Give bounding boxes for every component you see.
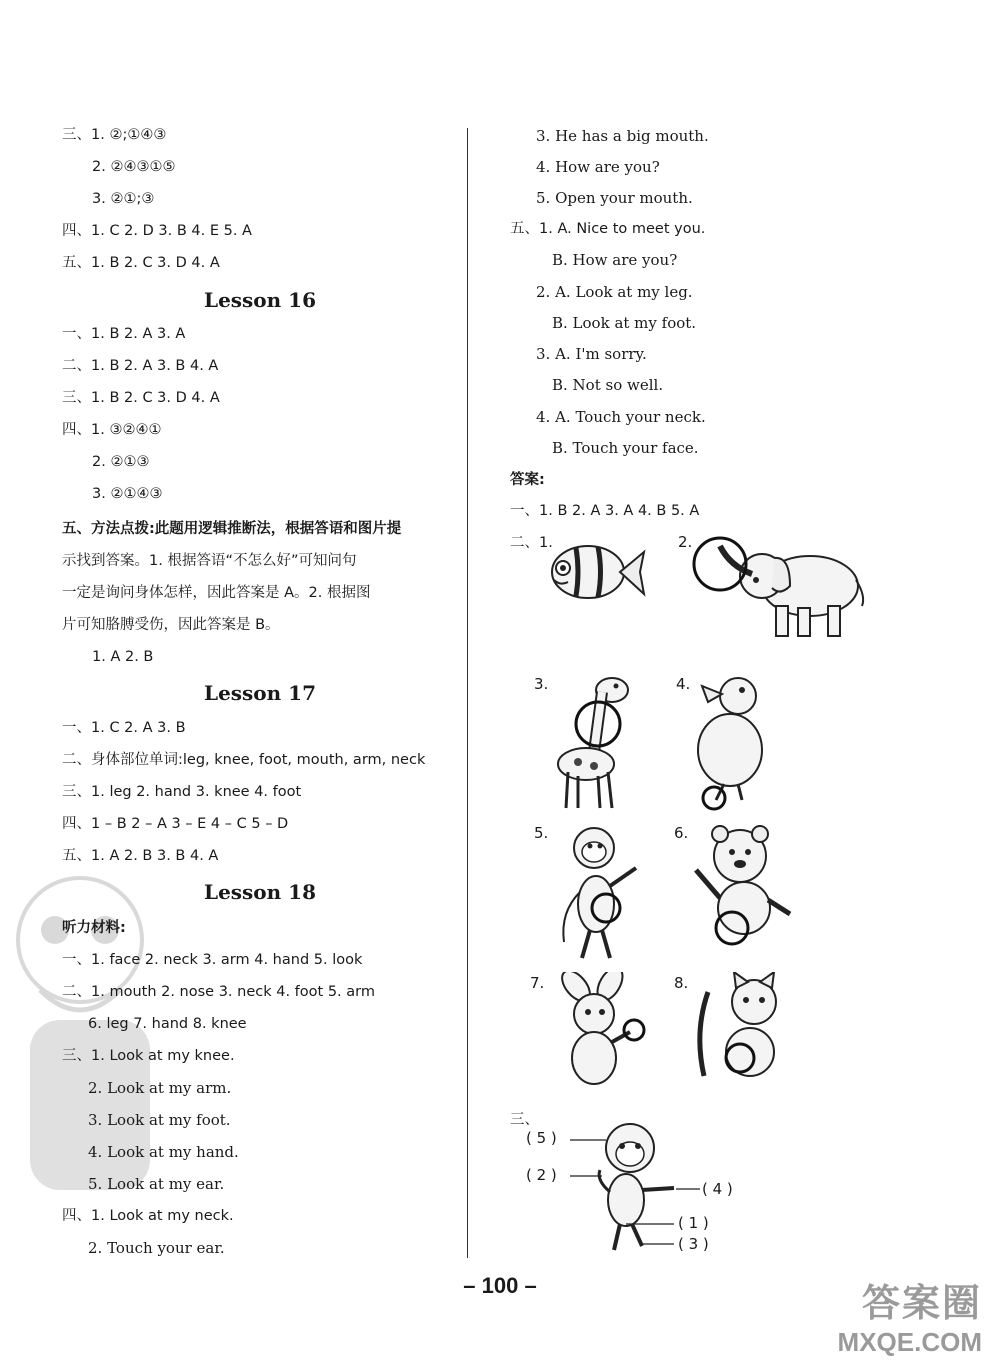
method-tip-line: 片可知胳膊受伤，因此答案是 B。 (62, 617, 280, 633)
answer-line: 3. ②①;③ (92, 191, 155, 207)
answer-line: 4. Look at my hand. (88, 1143, 239, 1161)
lesson-16-title: Lesson 16 (204, 288, 316, 312)
answer-line: 一、1. C 2. A 3. B (62, 720, 186, 736)
answer-line: B. Touch your face. (552, 439, 699, 457)
answer-line: B. Not so well. (552, 376, 664, 394)
answer-line: 2. A. Look at my leg. (536, 283, 693, 301)
labelled-monkey-illustration (570, 1120, 700, 1254)
answers-label: 答案: (510, 472, 545, 488)
answer-line: 2. Touch your ear. (88, 1239, 225, 1257)
answer-line: 2. ②①③ (92, 454, 150, 470)
answer-line: 4. A. Touch your neck. (536, 408, 706, 426)
answer-line: 6. leg 7. hand 8. knee (88, 1016, 247, 1032)
cat-illustration (690, 972, 790, 1080)
figure-number: 7. (530, 974, 545, 992)
answer-line: 三、1. ②;①④③ (62, 127, 167, 143)
answer-line: 五、1. A. Nice to meet you. (510, 221, 706, 237)
watermark-logo-text: 答案圈 (861, 1281, 982, 1325)
watermark-url: MXQE.COM (837, 1327, 982, 1357)
answer-line: 一、1. B 2. A 3. A (62, 326, 186, 342)
answer-line: B. Look at my foot. (552, 314, 697, 332)
answer-line: 二、1. mouth 2. nose 3. neck 4. foot 5. arm (62, 984, 375, 1000)
body-part-label: ( 1 ) (678, 1214, 709, 1232)
lesson-17-title: Lesson 17 (204, 681, 316, 705)
listening-label: 听力材料: (62, 920, 126, 936)
answer-line: 4. How are you? (536, 158, 660, 176)
answer-line: 五、1. A 2. B 3. B 4. A (62, 848, 219, 864)
answer-line: 3. ②①④③ (92, 486, 163, 502)
bear-illustration (690, 824, 794, 950)
answer-line: 三、1. B 2. C 3. D 4. A (62, 390, 220, 406)
answer-line: 二、1. B 2. A 3. B 4. A (62, 358, 219, 374)
figure-number: 8. (674, 974, 689, 992)
giraffe-illustration (550, 672, 640, 812)
answer-line: B. How are you? (552, 251, 678, 269)
method-tip-line: 示找到答案。1. 根据答语“不怎么好”可知问句 (62, 553, 357, 569)
body-part-label: ( 3 ) (678, 1235, 709, 1253)
figure-number: 6. (674, 824, 689, 842)
answer-line: 三、1. Look at my knee. (62, 1048, 235, 1064)
answer-line: 五、1. B 2. C 3. D 4. A (62, 255, 220, 271)
method-tip-line: 一定是询问身体怎样，因此答案是 A。2. 根据图 (62, 585, 371, 601)
body-part-label: ( 2 ) (526, 1166, 557, 1184)
fish-illustration (548, 538, 648, 606)
answer-line: 四、1. Look at my neck. (62, 1208, 234, 1224)
answer-line: 三、1. leg 2. hand 3. knee 4. foot (62, 784, 302, 800)
body-part-label: ( 4 ) (702, 1180, 733, 1198)
section-3-label: 三、 (510, 1112, 539, 1128)
answer-line: 一、1. face 2. neck 3. arm 4. hand 5. look (62, 952, 363, 968)
figure-number: 2. (678, 533, 693, 551)
answer-line: 四、1 – B 2 – A 3 – E 4 – C 5 – D (62, 816, 289, 832)
answer-line: 3. He has a big mouth. (536, 127, 709, 145)
method-tip-line: 五、方法点拨:此题用逻辑推断法，根据答语和图片提 (62, 521, 402, 537)
answer-line: 四、1. C 2. D 3. B 4. E 5. A (62, 223, 252, 239)
rabbit-illustration (548, 972, 658, 1092)
answer-line: 一、1. B 2. A 3. A 4. B 5. A (510, 503, 700, 519)
figure-number: 5. (534, 824, 549, 842)
site-watermark (838, 1272, 982, 1358)
lesson-18-title: Lesson 18 (204, 880, 316, 904)
page-number: – 100 – (463, 1273, 537, 1298)
figure-number: 4. (676, 675, 691, 693)
answer-line: 5. Open your mouth. (536, 189, 693, 207)
answer-line: 2. Look at my arm. (88, 1079, 232, 1097)
answer-line: 四、1. ③②④① (62, 422, 162, 438)
answer-line: 3. Look at my foot. (88, 1111, 231, 1129)
body-part-label: ( 5 ) (526, 1129, 557, 1147)
section-2-label: 二、1. (510, 535, 553, 551)
answer-line: 2. ②④③①⑤ (92, 159, 176, 175)
answer-line: 5. Look at my ear. (88, 1175, 225, 1193)
answer-line: 二、身体部位单词:leg, knee, foot, mouth, arm, neck (62, 752, 426, 768)
figure-number: 3. (534, 675, 549, 693)
duck-illustration (690, 672, 770, 812)
answer-line: 3. A. I'm sorry. (536, 345, 647, 363)
answer-line: 1. A 2. B (92, 649, 154, 665)
column-divider (467, 128, 468, 1258)
monkey-illustration (550, 822, 640, 962)
elephant-illustration (690, 536, 870, 644)
